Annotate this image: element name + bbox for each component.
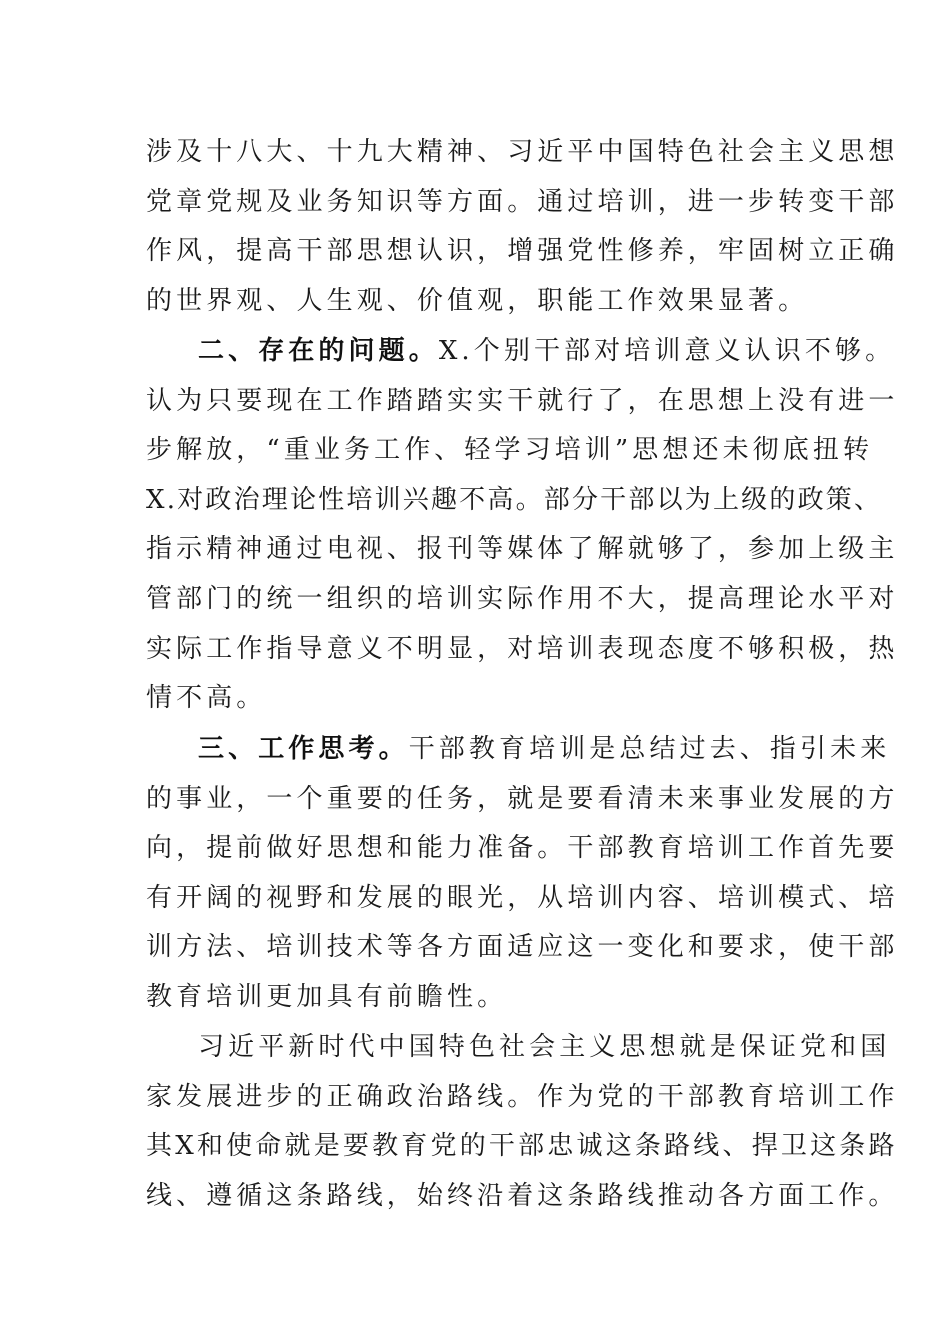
section-heading: 三、工作思考。	[198, 734, 409, 764]
text-line: 步解放，“重业务工作、轻学习培训”思想还未彻底扭转	[146, 435, 874, 466]
section-heading: 二、存在的问题。	[198, 336, 439, 366]
text-line: 教育培训更加具有前瞻性。	[146, 981, 508, 1012]
text-run: X.个别干部对培训意义认识不够。	[438, 336, 896, 366]
paragraph-4	[146, 1023, 899, 1221]
text-line: 有开阔的视野和发展的眼光，从培训内容、培训模式、培	[146, 882, 899, 913]
text-line: 情不高。	[146, 683, 267, 714]
text-line: 实际工作指导意义不明显，对培训表现态度不够积极，热	[146, 633, 899, 664]
text-line: 涉及十八大、十九大精神、习近平中国特色社会主义思想	[146, 137, 899, 167]
paragraph-3	[146, 725, 899, 1023]
text-line: 的事业，一个重要的任务，就是要看清未来事业发展的方	[146, 783, 899, 814]
text-line: 作风，提高干部思想认识，增强党性修养，牢固树立正确	[146, 236, 899, 267]
text-line: 家发展进步的正确政治路线。作为党的干部教育培训工作	[146, 1081, 899, 1112]
text-line: 其X和使命就是要教育党的干部忠诚这条路线、捍卫这条路	[146, 1131, 898, 1162]
text-line	[146, 725, 891, 775]
paragraph-2	[146, 327, 899, 724]
text-line: 向，提前做好思想和能力准备。干部教育培训工作首先要	[146, 833, 899, 864]
text-line: 党章党规及业务知识等方面。通过培训，进一步转变干部	[146, 186, 899, 217]
text-run: 习近平新时代中国特色社会主义思想就是保证党和国	[198, 1032, 891, 1062]
text-line: 认为只要现在工作踏踏实实干就行了，在思想上没有进一	[146, 385, 899, 416]
text-line: 训方法、培训技术等各方面适应这一变化和要求，使干部	[146, 932, 899, 963]
text-line	[146, 327, 896, 377]
text-line: 的世界观、人生观、价值观，职能工作效果显著。	[146, 285, 809, 316]
paragraph-1	[146, 128, 899, 326]
text-line: X.对政治理论性培训兴趣不高。部分干部以为上级的政策、	[146, 484, 883, 515]
text-line: 管部门的统一组织的培训实际作用不大，提高理论水平对	[146, 583, 899, 614]
text-run: 干部教育培训是总结过去、指引未来	[408, 734, 891, 764]
text-line: 线、遵循这条路线，始终沿着这条路线推动各方面工作。	[146, 1180, 899, 1211]
text-line: 指示精神通过电视、报刊等媒体了解就够了，参加上级主	[146, 534, 899, 565]
text-line	[146, 1023, 891, 1073]
